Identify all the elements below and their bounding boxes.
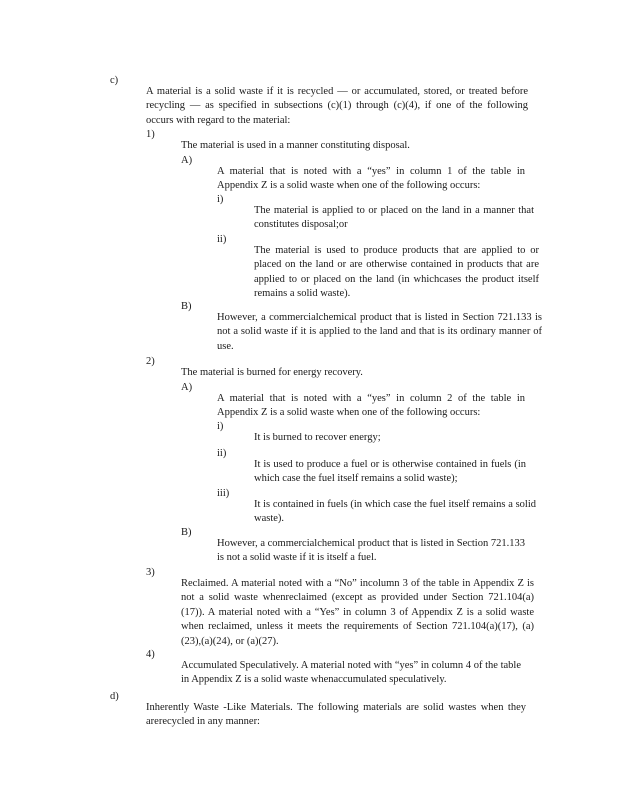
paragraph-c1A-text: A material that is noted with a “yes” in column 1 of the table in Appendix Z is a solid waste when one of the following occurs:: [217, 165, 525, 191]
paragraph-c2A-text: A material that is noted with a “yes” in column 2 of the table in Appendix Z is a solid waste when one of the following occurs:: [217, 392, 525, 418]
paragraph-c4-text: Accumulated Speculatively. A material noted with “yes” in column 4 of the table in Appendix Z is a solid waste whenaccumulated speculatively.: [181, 659, 521, 685]
paragraph-c2B-text: However, a commercialchemical product that is listed in Section 721.133 is not a solid waste if it is itself a fuel.: [217, 537, 525, 563]
paragraph-c1Aii-label: ii): [217, 234, 227, 245]
paragraph-c1Ai-text: The material is applied to or placed on the land in a manner that constitutes disposal;or: [254, 204, 534, 230]
paragraph-c2Aii-label: ii): [217, 448, 227, 459]
paragraph-c2B-label: B): [181, 527, 192, 538]
paragraph-c2Aii-text: It is used to produce a fuel or is otherwise contained in fuels (in which case the fuel itself remains a solid waste);: [254, 458, 526, 484]
subsection-d-text: Inherently Waste -Like Materials. The following materials are solid wastes when they arerecycled in any manner:: [146, 701, 526, 727]
paragraph-c3-text: Reclaimed. A material noted with a “No” incolumn 3 of the table in Appendix Z is not a solid waste whenreclaimed (except as provided under Section 721.104(a)(17)). A material noted with a “Yes” in column 3 of Appendix Z is a solid waste when reclaimed, unless it meets the requirements of Section 721.104(a)(17), (a)(23),(a)(24), or (a)(27).: [181, 577, 534, 647]
paragraph-c1A-label: A): [181, 155, 193, 166]
paragraph-c2-text: The material is burned for energy recovery.: [181, 366, 363, 378]
paragraph-c1B-label: B): [181, 301, 192, 312]
paragraph-c3-label: 3): [146, 567, 155, 578]
paragraph-c4-label: 4): [146, 649, 155, 660]
subsection-c-text: A material is a solid waste if it is recycled — or accumulated, stored, or treated before recycling — as specified in subsections (c)(1) through (c)(4), if one of the following occurs with regard to the material:: [146, 85, 528, 126]
paragraph-c2-label: 2): [146, 356, 155, 367]
paragraph-c2Aiii-text: It is contained in fuels (in which case the fuel itself remains a solid waste).: [254, 498, 536, 524]
paragraph-c1-text: The material is used in a manner constituting disposal.: [181, 139, 410, 151]
subsection-c-label: c): [110, 75, 119, 86]
paragraph-c1-label: 1): [146, 129, 155, 140]
paragraph-c2Ai-text: It is burned to recover energy;: [254, 431, 381, 443]
subsection-d-label: d): [110, 691, 119, 702]
paragraph-c1Ai-label: i): [217, 194, 224, 205]
paragraph-c2Ai-label: i): [217, 421, 224, 432]
paragraph-c2A-label: A): [181, 382, 193, 393]
paragraph-c1B-text: However, a commercialchemical product that is listed in Section 721.133 is not a solid waste if it is applied to the land and that is its ordinary manner of use.: [217, 311, 542, 352]
paragraph-c1Aii-text: The material is used to produce products that are applied to or placed on the land or are otherwise contained in products that are applied to or placed on the land (in whichcases the product itself remains a solid waste).: [254, 244, 539, 299]
paragraph-c2Aiii-label: iii): [217, 488, 230, 499]
